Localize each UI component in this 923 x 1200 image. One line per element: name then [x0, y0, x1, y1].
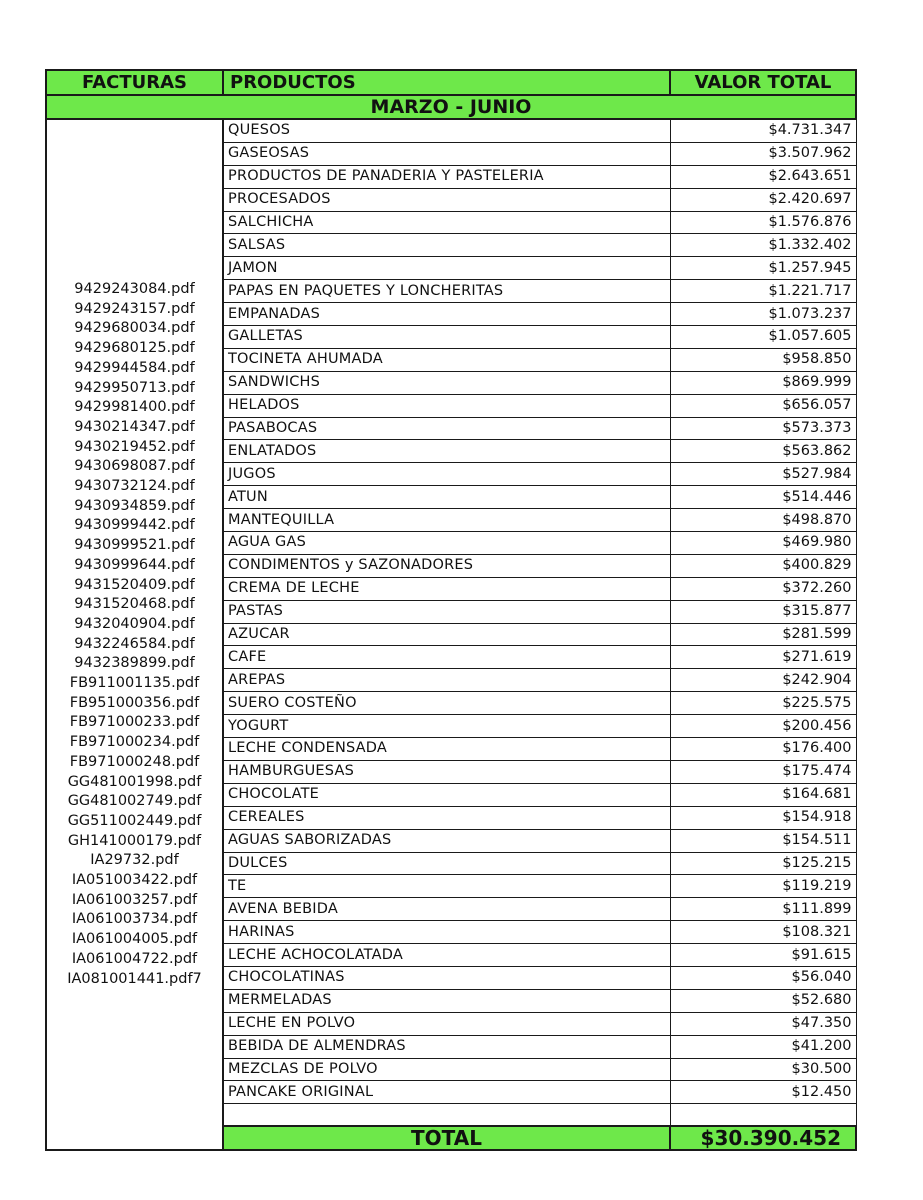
- factura-file: 9430698087.pdf: [74, 458, 195, 475]
- product-value: $573.373: [670, 417, 856, 440]
- product-name: LECHE CONDENSADA: [223, 738, 670, 761]
- products-table: [45, 69, 857, 1151]
- product-value: $200.456: [670, 715, 856, 738]
- factura-file: IA051003422.pdf: [71, 872, 198, 889]
- product-name: CREMA DE LECHE: [223, 577, 670, 600]
- product-value: $958.850: [670, 348, 856, 371]
- product-name: CEREALES: [223, 806, 670, 829]
- factura-file: 9429243084.pdf: [74, 280, 195, 297]
- factura-file: 9432389899.pdf: [74, 655, 195, 672]
- factura-file: FB911001135.pdf: [69, 675, 200, 692]
- table-row: [46, 119, 856, 142]
- product-name: TE: [223, 875, 670, 898]
- factura-file: GH141000179.pdf: [67, 832, 202, 849]
- product-name: HAMBURGUESAS: [223, 760, 670, 783]
- product-name: DULCES: [223, 852, 670, 875]
- product-value: $527.984: [670, 463, 856, 486]
- product-name: YOGURT: [223, 715, 670, 738]
- factura-file: IA061004005.pdf: [71, 931, 198, 948]
- header-row: [46, 70, 856, 95]
- product-value: $242.904: [670, 669, 856, 692]
- period-row: [46, 95, 856, 119]
- product-value: $869.999: [670, 371, 856, 394]
- product-name: JAMON: [223, 257, 670, 280]
- factura-file: 9429981400.pdf: [74, 399, 195, 416]
- product-value: $563.862: [670, 440, 856, 463]
- factura-file: 9432040904.pdf: [74, 615, 195, 632]
- product-name: LECHE ACHOCOLATADA: [223, 944, 670, 967]
- product-name: CONDIMENTOS y SAZONADORES: [223, 554, 670, 577]
- product-value: $3.507.962: [670, 142, 856, 165]
- factura-file: 9431520409.pdf: [74, 576, 195, 593]
- invoice-summary-sheet: [45, 69, 857, 1151]
- product-name: PANCAKE ORIGINAL: [223, 1081, 670, 1104]
- product-value: $2.420.697: [670, 188, 856, 211]
- product-name: LECHE EN POLVO: [223, 1012, 670, 1035]
- product-name: SALSAS: [223, 234, 670, 257]
- factura-file: 9431520468.pdf: [74, 596, 195, 613]
- product-name: AZUCAR: [223, 623, 670, 646]
- factura-file: FB951000356.pdf: [69, 694, 200, 711]
- factura-file: 9430999521.pdf: [74, 537, 195, 554]
- product-name: CHOCOLATINAS: [223, 966, 670, 989]
- product-name: AVENA BEBIDA: [223, 898, 670, 921]
- product-name: MEZCLAS DE POLVO: [223, 1058, 670, 1081]
- product-name: ATUN: [223, 486, 670, 509]
- factura-file: IA081001441.pdf7: [67, 970, 202, 987]
- product-name: MERMELADAS: [223, 989, 670, 1012]
- factura-file: FB971000248.pdf: [69, 753, 200, 770]
- factura-file: 9430999442.pdf: [74, 517, 195, 534]
- product-value: $175.474: [670, 760, 856, 783]
- factura-file: FB971000234.pdf: [69, 734, 200, 751]
- product-value: $1.576.876: [670, 211, 856, 234]
- product-value: $52.680: [670, 989, 856, 1012]
- factura-file: 9430934859.pdf: [74, 497, 195, 514]
- product-value: $281.599: [670, 623, 856, 646]
- product-value: $315.877: [670, 600, 856, 623]
- product-value: $56.040: [670, 966, 856, 989]
- product-value: $164.681: [670, 783, 856, 806]
- product-value: $154.511: [670, 829, 856, 852]
- product-name: PRODUCTOS DE PANADERIA Y PASTELERIA: [223, 165, 670, 188]
- product-value: $498.870: [670, 509, 856, 532]
- product-name: MANTEQUILLA: [223, 509, 670, 532]
- product-value: $41.200: [670, 1035, 856, 1058]
- factura-file: 9429680034.pdf: [74, 320, 195, 337]
- product-name: HARINAS: [223, 921, 670, 944]
- product-name: CHOCOLATE: [223, 783, 670, 806]
- product-value: $372.260: [670, 577, 856, 600]
- factura-file: 9430732124.pdf: [74, 478, 195, 495]
- product-name: PASTAS: [223, 600, 670, 623]
- product-name: PROCESADOS: [223, 188, 670, 211]
- product-value: $656.057: [670, 394, 856, 417]
- product-name: GASEOSAS: [223, 142, 670, 165]
- product-name: EMPANADAS: [223, 303, 670, 326]
- product-name: SANDWICHS: [223, 371, 670, 394]
- product-value: $400.829: [670, 554, 856, 577]
- product-name: CAFE: [223, 646, 670, 669]
- product-value: $469.980: [670, 532, 856, 555]
- product-value: $1.057.605: [670, 326, 856, 349]
- product-name: HELADOS: [223, 394, 670, 417]
- factura-file: 9429944584.pdf: [74, 359, 195, 376]
- blank-cell: [670, 1104, 856, 1127]
- factura-file: 9432246584.pdf: [74, 635, 195, 652]
- product-name: PAPAS EN PAQUETES Y LONCHERITAS: [223, 280, 670, 303]
- product-value: $1.257.945: [670, 257, 856, 280]
- product-value: $125.215: [670, 852, 856, 875]
- header-facturas: FACTURAS: [46, 70, 223, 95]
- product-name: AREPAS: [223, 669, 670, 692]
- factura-file: GG481001998.pdf: [67, 773, 202, 790]
- facturas-list: [46, 119, 223, 1150]
- product-name: AGUA GAS: [223, 532, 670, 555]
- product-name: JUGOS: [223, 463, 670, 486]
- product-value: $111.899: [670, 898, 856, 921]
- factura-file: 9430219452.pdf: [74, 438, 195, 455]
- product-value: $1.332.402: [670, 234, 856, 257]
- factura-file: 9429680125.pdf: [74, 340, 195, 357]
- total-value: $30.390.452: [670, 1126, 856, 1150]
- factura-file: GG511002449.pdf: [67, 812, 202, 829]
- period-label: MARZO - JUNIO: [46, 95, 856, 119]
- product-name: SUERO COSTEÑO: [223, 692, 670, 715]
- header-productos: PRODUCTOS: [223, 70, 670, 95]
- product-value: $91.615: [670, 944, 856, 967]
- total-label: TOTAL: [223, 1126, 670, 1150]
- product-value: $4.731.347: [670, 119, 856, 142]
- product-value: $2.643.651: [670, 165, 856, 188]
- product-name: TOCINETA AHUMADA: [223, 348, 670, 371]
- product-value: $225.575: [670, 692, 856, 715]
- product-value: $514.446: [670, 486, 856, 509]
- factura-file: 9430999644.pdf: [74, 556, 195, 573]
- product-name: BEBIDA DE ALMENDRAS: [223, 1035, 670, 1058]
- product-name: AGUAS SABORIZADAS: [223, 829, 670, 852]
- product-name: ENLATADOS: [223, 440, 670, 463]
- factura-file: IA29732.pdf: [90, 852, 179, 869]
- factura-file: FB971000233.pdf: [69, 714, 200, 731]
- factura-file: 9430214347.pdf: [74, 418, 195, 435]
- product-value: $119.219: [670, 875, 856, 898]
- product-value: $30.500: [670, 1058, 856, 1081]
- factura-file: IA061004722.pdf: [71, 950, 198, 967]
- factura-file: 9429243157.pdf: [74, 300, 195, 317]
- factura-file: 9429950713.pdf: [74, 379, 195, 396]
- product-value: $108.321: [670, 921, 856, 944]
- product-value: $1.221.717: [670, 280, 856, 303]
- product-name: GALLETAS: [223, 326, 670, 349]
- product-value: $154.918: [670, 806, 856, 829]
- product-value: $176.400: [670, 738, 856, 761]
- product-name: PASABOCAS: [223, 417, 670, 440]
- factura-file: IA061003257.pdf: [71, 891, 198, 908]
- product-name: SALCHICHA: [223, 211, 670, 234]
- product-value: $271.619: [670, 646, 856, 669]
- factura-file: IA061003734.pdf: [71, 911, 198, 928]
- product-value: $47.350: [670, 1012, 856, 1035]
- blank-cell: [223, 1104, 670, 1127]
- product-value: $1.073.237: [670, 303, 856, 326]
- product-name: QUESOS: [223, 119, 670, 142]
- header-valor-total: VALOR TOTAL: [670, 70, 856, 95]
- factura-file: GG481002749.pdf: [67, 793, 202, 810]
- product-value: $12.450: [670, 1081, 856, 1104]
